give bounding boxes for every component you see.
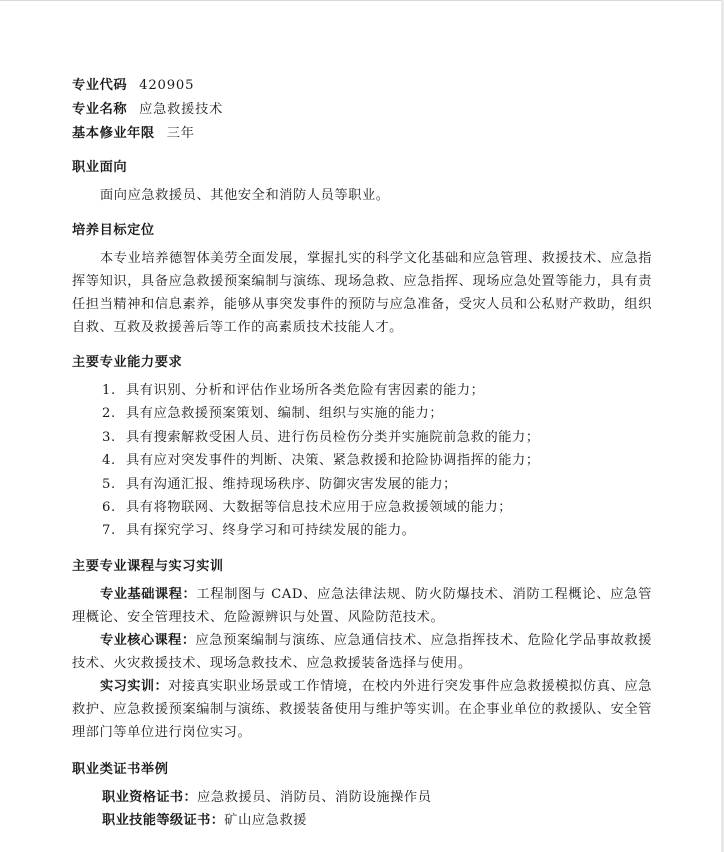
page-top-edge bbox=[0, 0, 724, 1]
qualification-text: 应急救援员、消防员、消防设施操作员 bbox=[197, 789, 432, 805]
section-title-goal: 培养目标定位 bbox=[72, 223, 155, 238]
list-item-text: 具有应急救援预案策划、编制、组织与实施的能力； bbox=[126, 406, 444, 422]
list-item-text: 具有搜索解救受困人员、进行伤员检伤分类并实施院前急救的能力； bbox=[126, 429, 540, 445]
qualification-certificate-line bbox=[72, 786, 652, 810]
list-item bbox=[72, 402, 652, 425]
section-title-abilities: 主要专业能力要求 bbox=[72, 355, 183, 370]
list-item-number: 5. bbox=[102, 476, 116, 492]
meta-name-label: 专业名称 bbox=[72, 102, 128, 117]
meta-years-label: 基本修业年限 bbox=[72, 126, 155, 141]
section-title-certificates: 职业类证书举例 bbox=[72, 761, 169, 777]
list-item-number: 4. bbox=[102, 453, 116, 469]
core-courses-paragraph bbox=[72, 629, 652, 675]
list-item bbox=[72, 519, 652, 542]
meta-code-label: 专业代码 bbox=[72, 78, 128, 93]
core-courses-text: 应急预案编制与演练、应急通信技术、应急指挥技术、危险化学品事故救援技术、火灾救援技术、现场急救技术、应急救援装备选择与使用。 bbox=[72, 632, 652, 671]
skill-certificate-line bbox=[72, 809, 652, 833]
meta-code bbox=[72, 74, 652, 98]
skill-text: 矿山应急救援 bbox=[224, 813, 308, 829]
basic-courses-paragraph bbox=[72, 583, 652, 629]
list-item-text: 具有应对突发事件的判断、决策、紧急救援和抢险协调指挥的能力； bbox=[126, 453, 540, 469]
list-item-number: 1. bbox=[102, 383, 116, 398]
qualification-label: 职业资格证书： bbox=[102, 789, 198, 805]
list-item-number: 7. bbox=[102, 523, 116, 539]
list-item bbox=[72, 379, 652, 402]
list-item-number: 2. bbox=[102, 406, 116, 422]
practice-text: 对接真实职业场景或工作情境，在校内外进行突发事件应急救援模拟仿真、应急救护、应急救援预案编制与演练、救援装备使用与维护等实训。在企事业单位的救援队、安全管理部门等单位进行岗位实习。 bbox=[72, 678, 653, 740]
section-title-courses: 主要专业课程与实习实训 bbox=[72, 558, 224, 574]
meta-years-value: 三年 bbox=[166, 126, 195, 141]
list-item bbox=[72, 426, 652, 449]
practice-label: 实习实训： bbox=[100, 678, 169, 694]
list-item bbox=[72, 449, 652, 472]
practice-paragraph bbox=[72, 675, 652, 744]
list-item bbox=[72, 496, 652, 519]
skill-label: 职业技能等级证书： bbox=[102, 813, 225, 829]
list-item bbox=[72, 473, 652, 496]
ability-list bbox=[72, 379, 652, 543]
list-item-text: 具有沟通汇报、维持现场秩序、防御灾害发展的能力； bbox=[126, 476, 457, 492]
meta-code-value: 420905 bbox=[139, 78, 195, 93]
meta-name bbox=[72, 98, 652, 122]
document-page bbox=[72, 74, 652, 833]
goal-text: 本专业培养德智体美劳全面发展，掌握扎实的科学文化基础和应急管理、救援技术、应急指挥等知识，具备应急救援预案编制与演练、现场急救、应急指挥、现场应急处置等能力，具有责任担当精神和信息素养，能够从事突发事件的预防与应急准备，受灾人员和公私财产救助，组织自救、互救及救援善后等工作的高素质技术技能人才。 bbox=[72, 251, 652, 335]
basic-courses-text: 工程制图与 CAD、应急法律法规、防火防爆技术、消防工程概论、应急管理概论、安全管理技术、危险源辨识与处置、风险防范技术。 bbox=[72, 586, 652, 625]
meta-name-value: 应急救援技术 bbox=[139, 102, 224, 117]
orientation-text: 面向应急救援员、其他安全和消防人员等职业。 bbox=[100, 188, 390, 203]
list-item-number: 6. bbox=[102, 499, 116, 515]
list-item-text: 具有探究学习、终身学习和可持续发展的能力。 bbox=[126, 523, 416, 539]
list-item-text: 具有将物联网、大数据等信息技术应用于应急救援领域的能力； bbox=[126, 499, 513, 515]
basic-courses-label: 专业基础课程： bbox=[100, 586, 197, 602]
list-item-number: 3. bbox=[102, 429, 116, 445]
core-courses-label: 专业核心课程： bbox=[100, 632, 196, 648]
section-title-orientation: 职业面向 bbox=[72, 160, 128, 175]
list-item-text: 具有识别、分析和评估作业场所各类危险有害因素的能力； bbox=[126, 383, 485, 398]
meta-years bbox=[72, 122, 652, 146]
